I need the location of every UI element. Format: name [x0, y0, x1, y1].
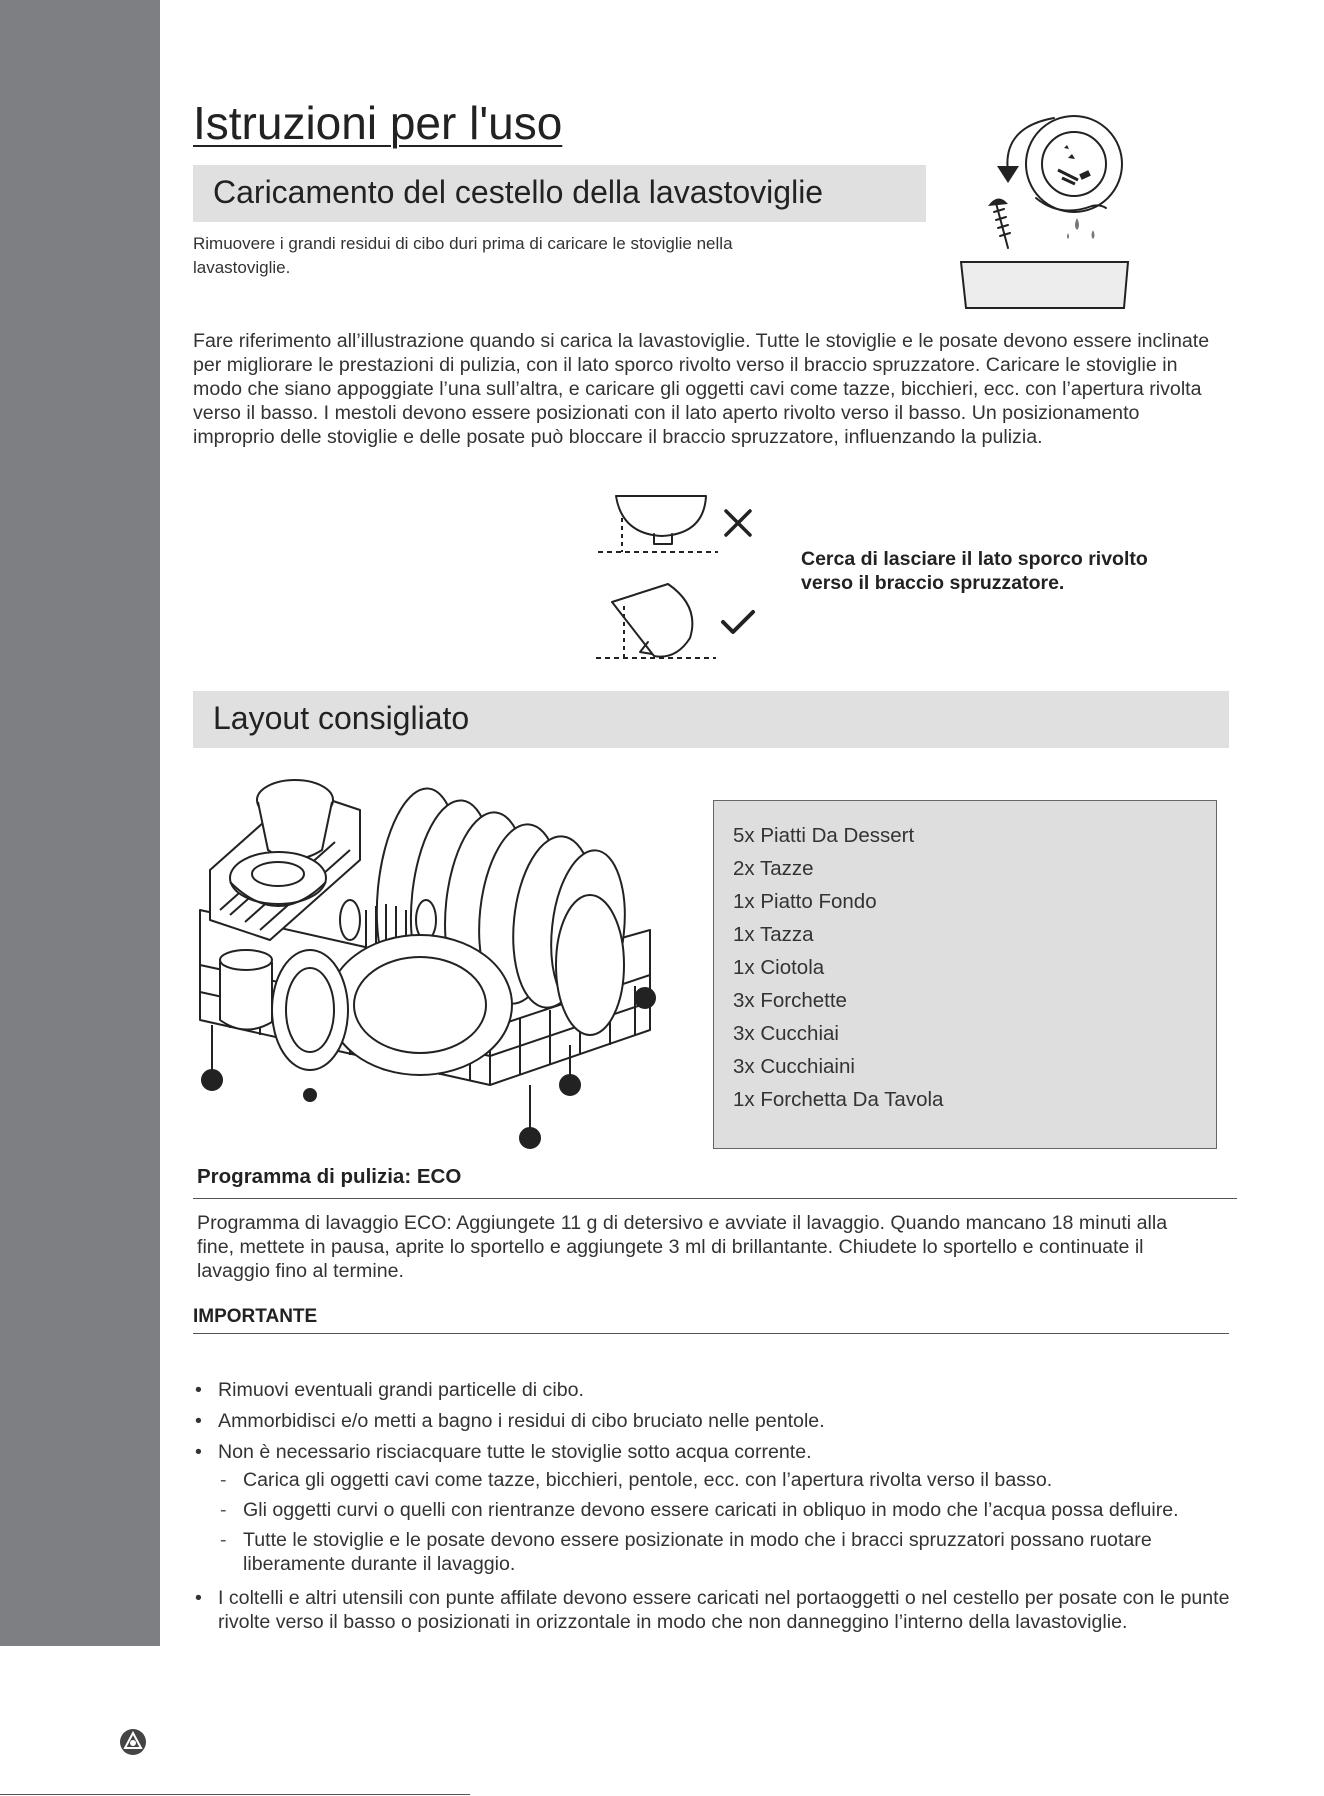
check-icon — [719, 608, 757, 638]
list-item: 1x Tazza — [733, 923, 814, 946]
recommended-items-list — [714, 801, 1216, 1116]
scrape-plate-illustration — [950, 108, 1150, 314]
dishwasher-rack-illustration — [190, 770, 660, 1150]
section-heading: Layout consigliato — [213, 700, 470, 736]
section-header-layout — [193, 691, 1229, 748]
program-heading: Programma di pulizia: ECO — [197, 1165, 462, 1188]
list-item: 3x Cucchiai — [733, 1022, 839, 1045]
section-header-loading — [193, 165, 926, 222]
list-item: 1x Piatto Fondo — [733, 890, 877, 913]
tip-text: Cerca di lasciare il lato sporco rivolto verso il braccio spruzzatore. — [801, 548, 1148, 594]
sub-list-item: - Gli oggetti curvi o quelli con rientranze devono essere caricati in obliquo in modo che l’acqua possa defluire. — [218, 1498, 1238, 1522]
bowl-correct-icon — [590, 580, 720, 662]
sub-list-item: - Tutte le stoviglie e le posate devono essere posizionate in modo che i bracci spruzzatori possano ruotare liberamente durante il lavaggio. — [218, 1528, 1238, 1576]
cross-icon — [722, 507, 754, 539]
footer-line — [0, 1794, 470, 1795]
list-item: 1x Forchetta Da Tavola — [733, 1088, 944, 1111]
page-title: Istruzioni per l'uso — [193, 97, 563, 149]
section-heading: Caricamento del cestello della lavastoviglie — [213, 174, 824, 210]
recommended-items-box — [713, 800, 1217, 1149]
sidebar-band — [0, 0, 160, 1646]
program-divider — [193, 1198, 1237, 1199]
list-item: 3x Cucchiaini — [733, 1055, 855, 1078]
list-item: • Rimuovi eventuali grandi particelle di cibo. — [193, 1378, 1238, 1402]
important-list — [193, 1378, 1238, 1641]
list-item: • Non è necessario risciacquare tutte le stoviglie sotto acqua corrente. — [193, 1440, 1238, 1464]
important-divider — [193, 1333, 1229, 1334]
list-item: • I coltelli e altri utensili con punte affilate devono essere caricati nel portaoggetti o nel cestello per posate con le punte rivolte verso il basso o posizionati in orizzontale in modo che non danneggino l’interno della lavastoviglie. — [193, 1586, 1238, 1634]
list-item: 2x Tazze — [733, 857, 814, 880]
intro-text: Rimuovere i grandi residui di cibo duri prima di caricare le stoviglie nella lavastoviglie. — [193, 234, 733, 277]
sub-list-item: - Carica gli oggetti cavi come tazze, bicchieri, pentole, ecc. con l’apertura rivolta verso il basso. — [218, 1468, 1238, 1492]
important-heading: IMPORTANTE — [193, 1306, 318, 1327]
instructions-paragraph: Fare riferimento all’illustrazione quando si carica la lavastoviglie. Tutte le stoviglie e le posate devono essere inclinate per migliorare le prestazioni di pulizia, con il lato sporco rivolto verso il braccio spruzzatore. Caricare le stoviglie in modo che siano appoggiate l’una sull’altra, e caricare gli oggetti cavi come tazze, bicchieri, ecc. con l’apertura rivolta verso il basso. I mestoli devono essere posizionati con il lato aperto rivolto verso il basso. Un posizionamento improprio delle stoviglie e delle posate può bloccare il braccio spruzzatore, influenzando la pulizia. — [193, 330, 1210, 448]
bowl-wrong-icon — [592, 490, 722, 556]
brand-logo-icon — [119, 1728, 147, 1756]
program-text: Programma di lavaggio ECO: Aggiungete 11 g di detersivo e avviate il lavaggio. Quando mancano 18 minuti alla fine, mettete in pausa, aprite lo sportello e aggiungete 3 ml di brillantante. Chiudete lo sportello e continuate il lavaggio fino al termine. — [197, 1212, 1168, 1282]
list-item: 1x Ciotola — [733, 956, 825, 979]
list-item: • Ammorbidisci e/o metti a bagno i residui di cibo bruciato nelle pentole. — [193, 1409, 1238, 1433]
list-item: 5x Piatti Da Dessert — [733, 824, 915, 847]
list-item: 3x Forchette — [733, 989, 847, 1012]
